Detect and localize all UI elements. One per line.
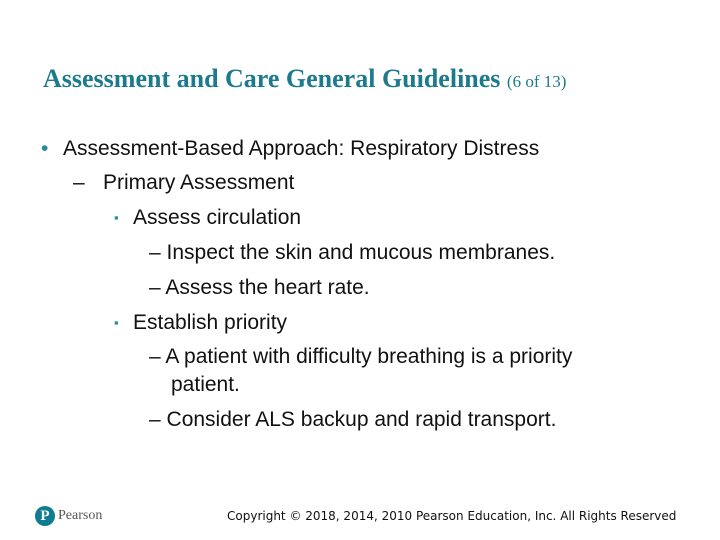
bullet-level2 — [73, 171, 295, 195]
bullet-text: Assess circulation — [133, 206, 302, 229]
title-text: Assessment and Care General Guidelines — [43, 64, 501, 93]
pearson-logo — [35, 506, 102, 526]
dash-marker: – — [149, 276, 161, 299]
pearson-logo-icon: P — [35, 506, 55, 526]
bullet-level4 — [149, 276, 370, 300]
pearson-wordmark: Pearson — [58, 508, 103, 523]
bullet-level4 — [149, 241, 555, 265]
dash-marker: – — [149, 241, 161, 264]
bullet-text: Primary Assessment — [103, 171, 295, 194]
dash-marker: – — [149, 408, 161, 431]
bullet-text: Inspect the skin and mucous membranes. — [166, 241, 556, 264]
bullet-text: Assessment-Based Approach: Respiratory Distress — [63, 137, 540, 160]
dash-marker: – — [149, 345, 161, 368]
bullet-level3 — [114, 206, 302, 230]
copyright-footer: Copyright © 2018, 2014, 2010 Pearson Education, Inc. All Rights Reserved — [227, 509, 677, 523]
title-page-count: (6 of 13) — [506, 72, 567, 91]
square-marker: ▪ — [114, 210, 119, 225]
bullet-text: A patient with difficulty breathing is a priority — [165, 345, 573, 368]
bullet-level1 — [41, 137, 540, 161]
slide-title — [43, 64, 566, 94]
bullet-marker: • — [41, 137, 49, 160]
bullet-level4 — [149, 408, 556, 432]
bullet-text: Consider ALS backup and rapid transport. — [166, 408, 557, 431]
bullet-text: Establish priority — [133, 311, 288, 334]
dash-marker: – — [73, 171, 85, 194]
bullet-continuation — [171, 373, 240, 397]
bullet-text: patient. — [171, 373, 240, 396]
bullet-text: Assess the heart rate. — [165, 276, 370, 299]
square-marker: ▪ — [114, 315, 119, 330]
bullet-level3 — [114, 311, 288, 335]
bullet-level4 — [149, 345, 572, 369]
